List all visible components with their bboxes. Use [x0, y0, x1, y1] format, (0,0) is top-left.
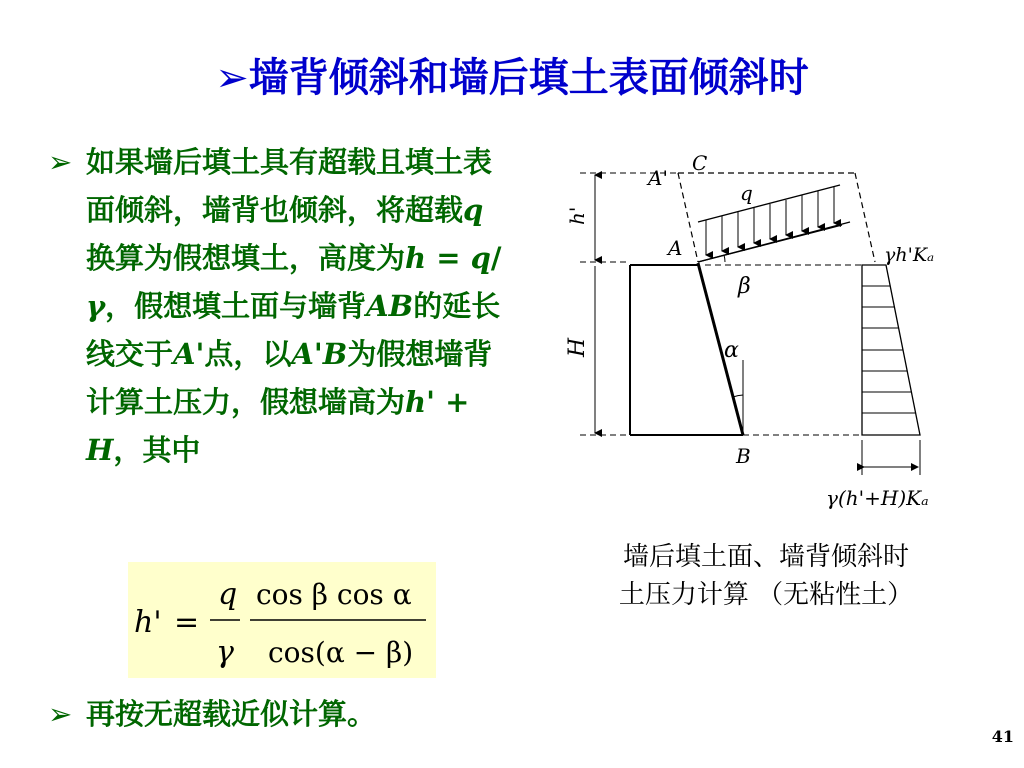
text-run: 换算为假想填土，高度为 [86, 241, 406, 275]
formula-frac1-den: γ [216, 635, 234, 670]
symbol-q: q [470, 241, 491, 275]
text-run: 为假想墙背计算土压力，假想墙高为 [86, 337, 493, 419]
symbol-gamma: γ [86, 289, 106, 323]
symbol-h: h [405, 241, 427, 275]
label-A-prime: A' [648, 166, 668, 190]
alpha-arc [733, 395, 743, 397]
bullet-text [86, 138, 508, 474]
text-run: 的延长线交于 [86, 289, 501, 371]
formula-frac2-den: cos(α − β) [268, 636, 414, 669]
beta-arc [724, 255, 725, 262]
label-beta: β [738, 274, 751, 299]
text-run: 如果墙后填土具有超载且填土表面倾斜，墙背也倾斜，将超载 [86, 145, 493, 227]
diagram-caption [556, 538, 976, 614]
symbol-H: H [86, 433, 114, 467]
bullet-approx [48, 690, 508, 738]
surcharge-top [698, 185, 840, 222]
right-dashed-line [855, 173, 875, 262]
label-top-pressure: γh'Kₐ [884, 244, 935, 266]
formula-h-prime [128, 562, 436, 678]
title-arrow-icon: ➢ [215, 55, 249, 101]
label-alpha: α [724, 338, 739, 363]
label-A: A [668, 236, 683, 260]
text-run: ，其中 [113, 433, 201, 467]
text-run: = [426, 241, 471, 275]
symbol-A-prime-B: A'B [291, 337, 348, 371]
bullet-text: 再按无超载近似计算。 [86, 697, 377, 731]
bullet-arrow-icon: ➢ [48, 145, 73, 179]
symbol-A-prime: A' [173, 337, 205, 371]
label-h-prime: h' [565, 206, 589, 225]
symbol-q: q [463, 193, 484, 227]
label-B: B [736, 444, 751, 468]
bullet-surcharge [48, 138, 508, 474]
title-text: 墙背倾斜和墙后填土表面倾斜时 [248, 54, 809, 101]
label-C: C [692, 151, 708, 175]
label-q: q [740, 181, 753, 205]
formula-lhs: h' [134, 605, 162, 640]
formula-frac1-num: q [218, 577, 238, 612]
bullet-arrow-icon: ➢ [48, 697, 73, 731]
slide-title [0, 52, 1024, 104]
symbol-AB: AB [366, 289, 414, 323]
caption-line: 墙后填土面、墙背倾斜时 [622, 542, 909, 572]
backfill-surface [698, 222, 850, 262]
formula-equals: = [174, 605, 200, 640]
text-run: ，假想填土面与墙背 [105, 289, 367, 323]
text-run: / [490, 241, 502, 275]
symbol-h-prime: h' [405, 385, 435, 419]
label-H: H [565, 337, 590, 357]
formula-frac2-num: cos β cos α [256, 578, 412, 611]
retaining-wall-diagram [550, 145, 970, 529]
text-run: + [434, 385, 470, 419]
caption-line: 土压力计算 （无粘性土） [618, 580, 914, 610]
page-number: 41 [991, 727, 1014, 746]
label-bottom-pressure: γ(h'+H)Kₐ [826, 486, 929, 510]
text-run: 点，以 [204, 337, 292, 371]
